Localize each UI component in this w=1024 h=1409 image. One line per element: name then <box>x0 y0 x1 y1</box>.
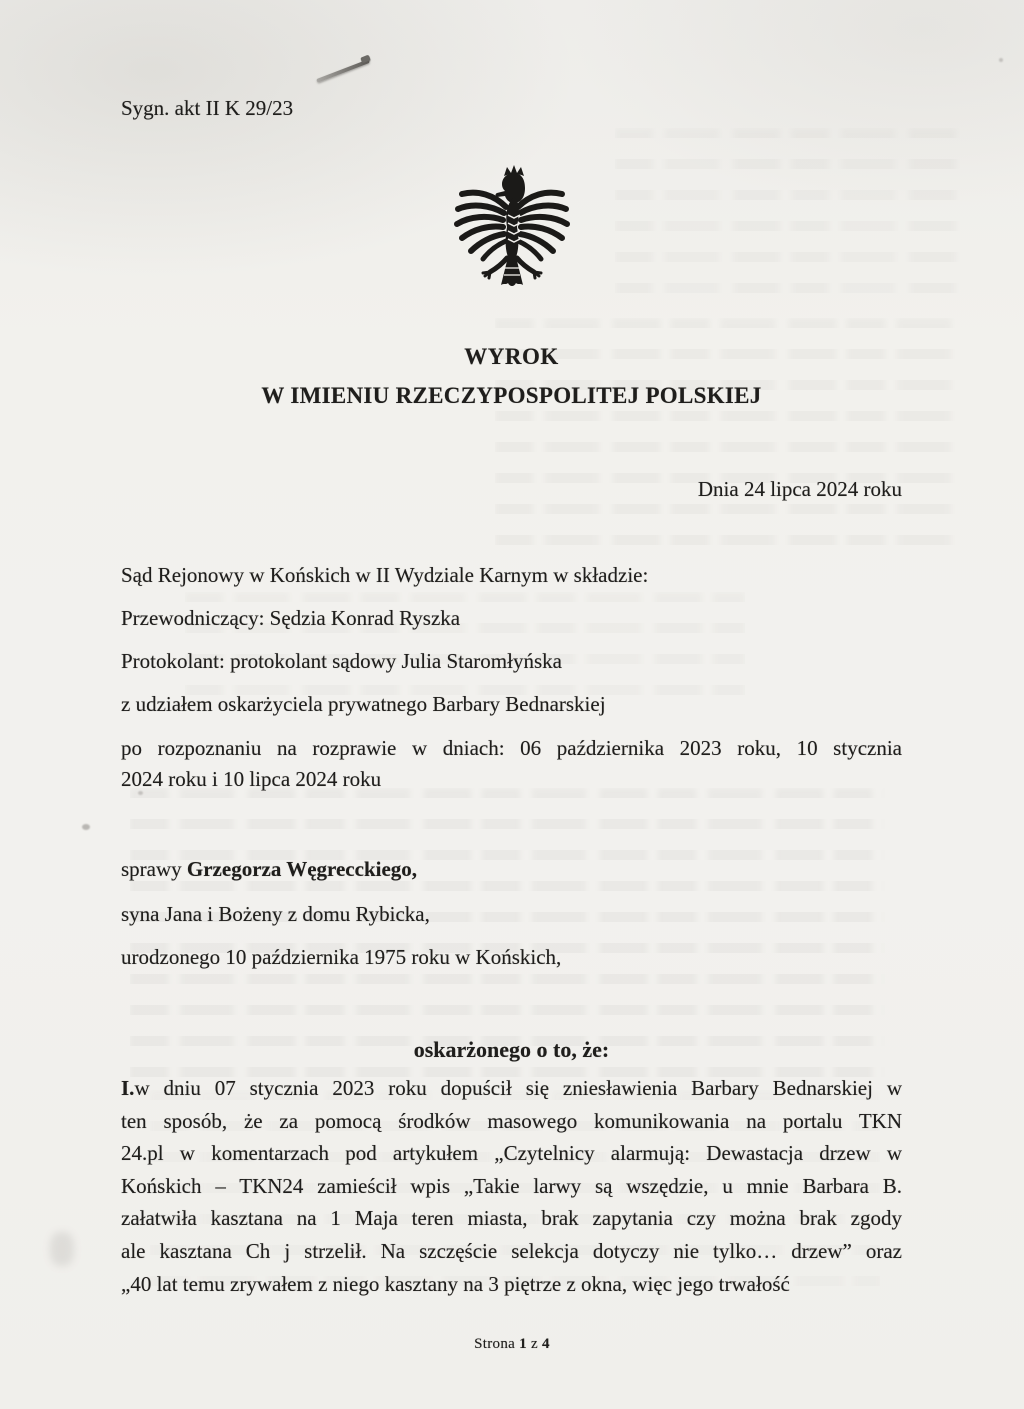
court-composition-line: Sąd Rejonowy w Końskich w II Wydziale Karnym w składzie: <box>121 563 649 587</box>
footer-total-pages: 4 <box>542 1336 550 1352</box>
hearing-dates-line-1: po rozpoznaniu na rozprawie w dniach: 06 października 2023 roku, 10 stycznia <box>121 736 902 760</box>
scan-speck <box>82 824 90 830</box>
footer-separator: z <box>526 1336 543 1352</box>
charge-heading: oskarżonego o to, że: <box>413 1037 610 1062</box>
charge-line: „40 lat temu zrywałem z niego kasztany na 3 piętrze z okna, więc jego trwałość <box>121 1271 790 1296</box>
charge-line: ale kasztana Ch j strzelił. Na szczęście selekcja dotyczy nie tylko… drzew” oraz <box>121 1238 902 1263</box>
charge-marker: I. <box>121 1076 135 1100</box>
footer-page-number: 1 <box>519 1336 527 1352</box>
defendant-name: Grzegorza Węgrecckiego, <box>186 857 418 881</box>
defendant-birth-line: urodzonego 10 października 1975 roku w Końskich, <box>121 945 562 969</box>
case-reference: Sygn. akt II K 29/23 <box>121 96 294 120</box>
private-prosecutor-line: z udziałem oskarżyciela prywatnego Barbary Bednarskiej <box>121 692 606 716</box>
scan-speck <box>50 1232 74 1266</box>
charge-line <box>121 1072 902 1105</box>
footer-prefix: Strona <box>474 1336 520 1352</box>
page-footer <box>0 1336 1024 1353</box>
charge-line: załatwiła kasztana na 1 Maja teren miasta, brak zapytania czy można brak zgody <box>121 1206 902 1231</box>
charge-line: 24.pl w komentarzach pod artykułem „Czytelnicy alarmują: Dewastacja drzew w <box>121 1141 902 1166</box>
court-clerk-line: Protokolant: protokolant sądowy Julia Staromłyńska <box>121 649 562 673</box>
charge-paragraph <box>121 1072 902 1300</box>
charge-line-text: w dniu 07 stycznia 2023 roku dopuścił się zniesławienia Barbary Bednarskiej w <box>134 1076 902 1100</box>
charge-line: ten sposób, że za pomocą środków masowego komunikowania na portalu TKN <box>121 1108 902 1133</box>
hearing-dates-line-2: 2024 roku i 10 lipca 2024 roku <box>121 767 382 791</box>
judgment-title: WYROK <box>464 344 559 369</box>
defendant-case-prefix: sprawy <box>121 857 187 881</box>
judgment-date: Dnia 24 lipca 2024 roku <box>697 477 902 501</box>
polish-eagle-emblem <box>452 160 572 306</box>
scan-speck <box>138 791 143 795</box>
presiding-judge-line: Przewodniczący: Sędzia Konrad Ryszka <box>121 606 461 630</box>
defendant-case-line <box>121 857 902 881</box>
judgment-subtitle: W IMIENIU RZECZYPOSPOLITEJ POLSKIEJ <box>261 383 762 408</box>
scan-speck <box>999 58 1003 62</box>
defendant-parents-line: syna Jana i Bożeny z domu Rybicka, <box>121 902 430 926</box>
charge-line: Końskich – TKN24 zamieścił wpis „Takie larwy są wszędzie, u mnie Barbara B. <box>121 1173 902 1198</box>
bleedthrough-noise <box>615 128 965 313</box>
